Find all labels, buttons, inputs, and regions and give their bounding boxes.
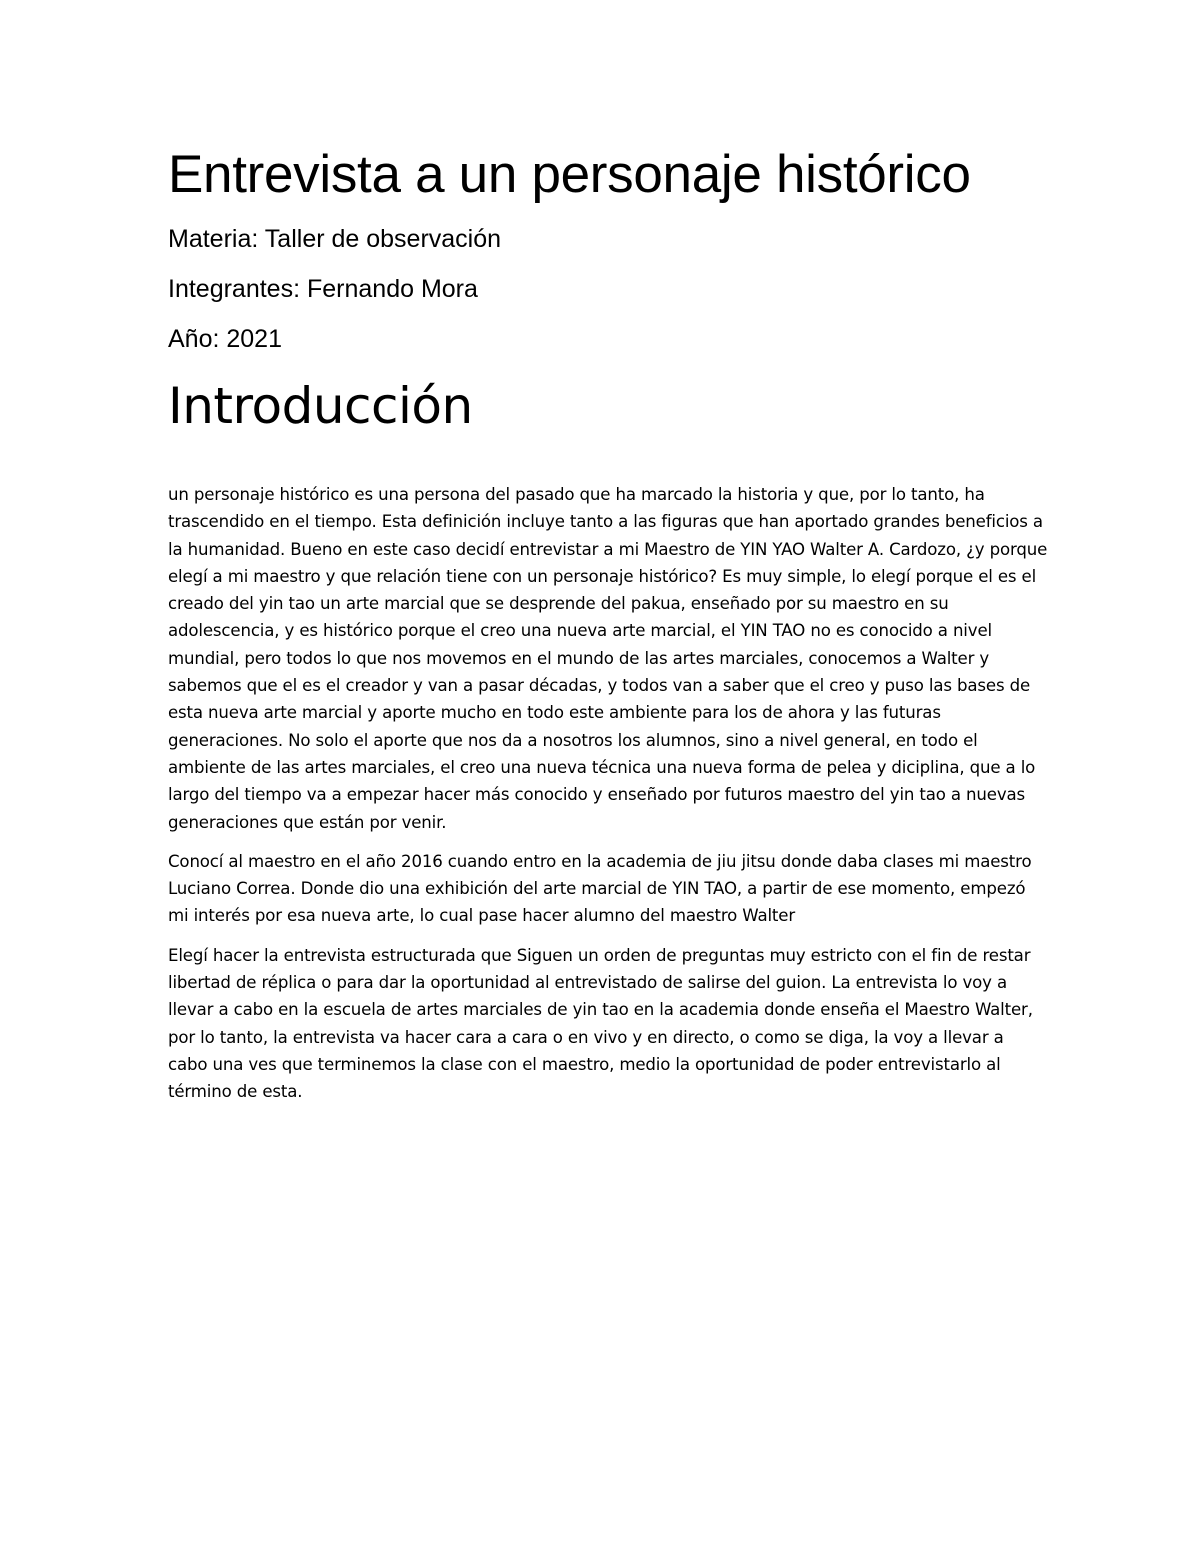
document-content [168,140,1048,1106]
body-paragraph: Conocí al maestro en el año 2016 cuando entro en la academia de jiu jitsu donde daba clases mi maestro Luciano Correa. Donde dio una exhibición del arte marcial de YIN TAO, a partir de ese momento, empezó mi interés por esa nueva arte, lo cual pase hacer alumno del maestro Walter [168,851,1032,926]
subject-line: Materia: Taller de observación [168,225,502,253]
document-title: Entrevista a un personaje histórico [168,145,971,204]
section-heading-introduction: Introducción [168,377,473,435]
year-line: Año: 2021 [168,325,282,353]
members-line: Integrantes: Fernando Mora [168,275,478,303]
body-paragraph: Elegí hacer la entrevista estructurada que Siguen un orden de preguntas muy estricto con el fin de restar libertad de réplica o para dar la oportunidad al entrevistado de salirse del guion. La entrevista lo voy a llevar a cabo en la escuela de artes marciales de yin tao en la academia donde enseña el Maestro Walter, por lo tanto, la entrevista va hacer cara a cara o en vivo y en directo, o como se diga, la voy a llevar a cabo una ves que terminemos la clase con el maestro, medio la oportunidad de poder entrevistarlo al término de esta. [168,945,1033,1102]
body-paragraph: un personaje histórico es una persona del pasado que ha marcado la historia y que, por lo tanto, ha trascendido en el tiempo. Esta definición incluye tanto a las figuras que han aportado grandes beneficios a la humanidad. Bueno en este caso decidí entrevistar a mi Maestro de YIN YAO Walter A. Cardozo, ¿y porque elegí a mi maestro y que relación tiene con un personaje histórico? Es muy simple, lo elegí porque el es el creado del yin tao un arte marcial que se desprende del pakua, enseñado por su maestro en su adolescencia, y es histórico porque el creo una nueva arte marcial, el YIN TAO no es conocido a nivel mundial, pero todos lo que nos movemos en el mundo de las artes marciales, conocemos a Walter y sabemos que el es el creador y van a pasar décadas, y todos van a saber que el creo y puso las bases de esta nueva arte marcial y aporte mucho en todo este ambiente para los de ahora y las futuras generaciones. No solo el aporte que nos da a nosotros los alumnos, sino a nivel general, en todo el ambiente de las artes marciales, el creo una nueva técnica una nueva forma de pelea y diciplina, que a lo largo del tiempo va a empezar hacer más conocido y enseñado por futuros maestro del yin tao a nuevas generaciones que están por venir. [168,485,1048,832]
